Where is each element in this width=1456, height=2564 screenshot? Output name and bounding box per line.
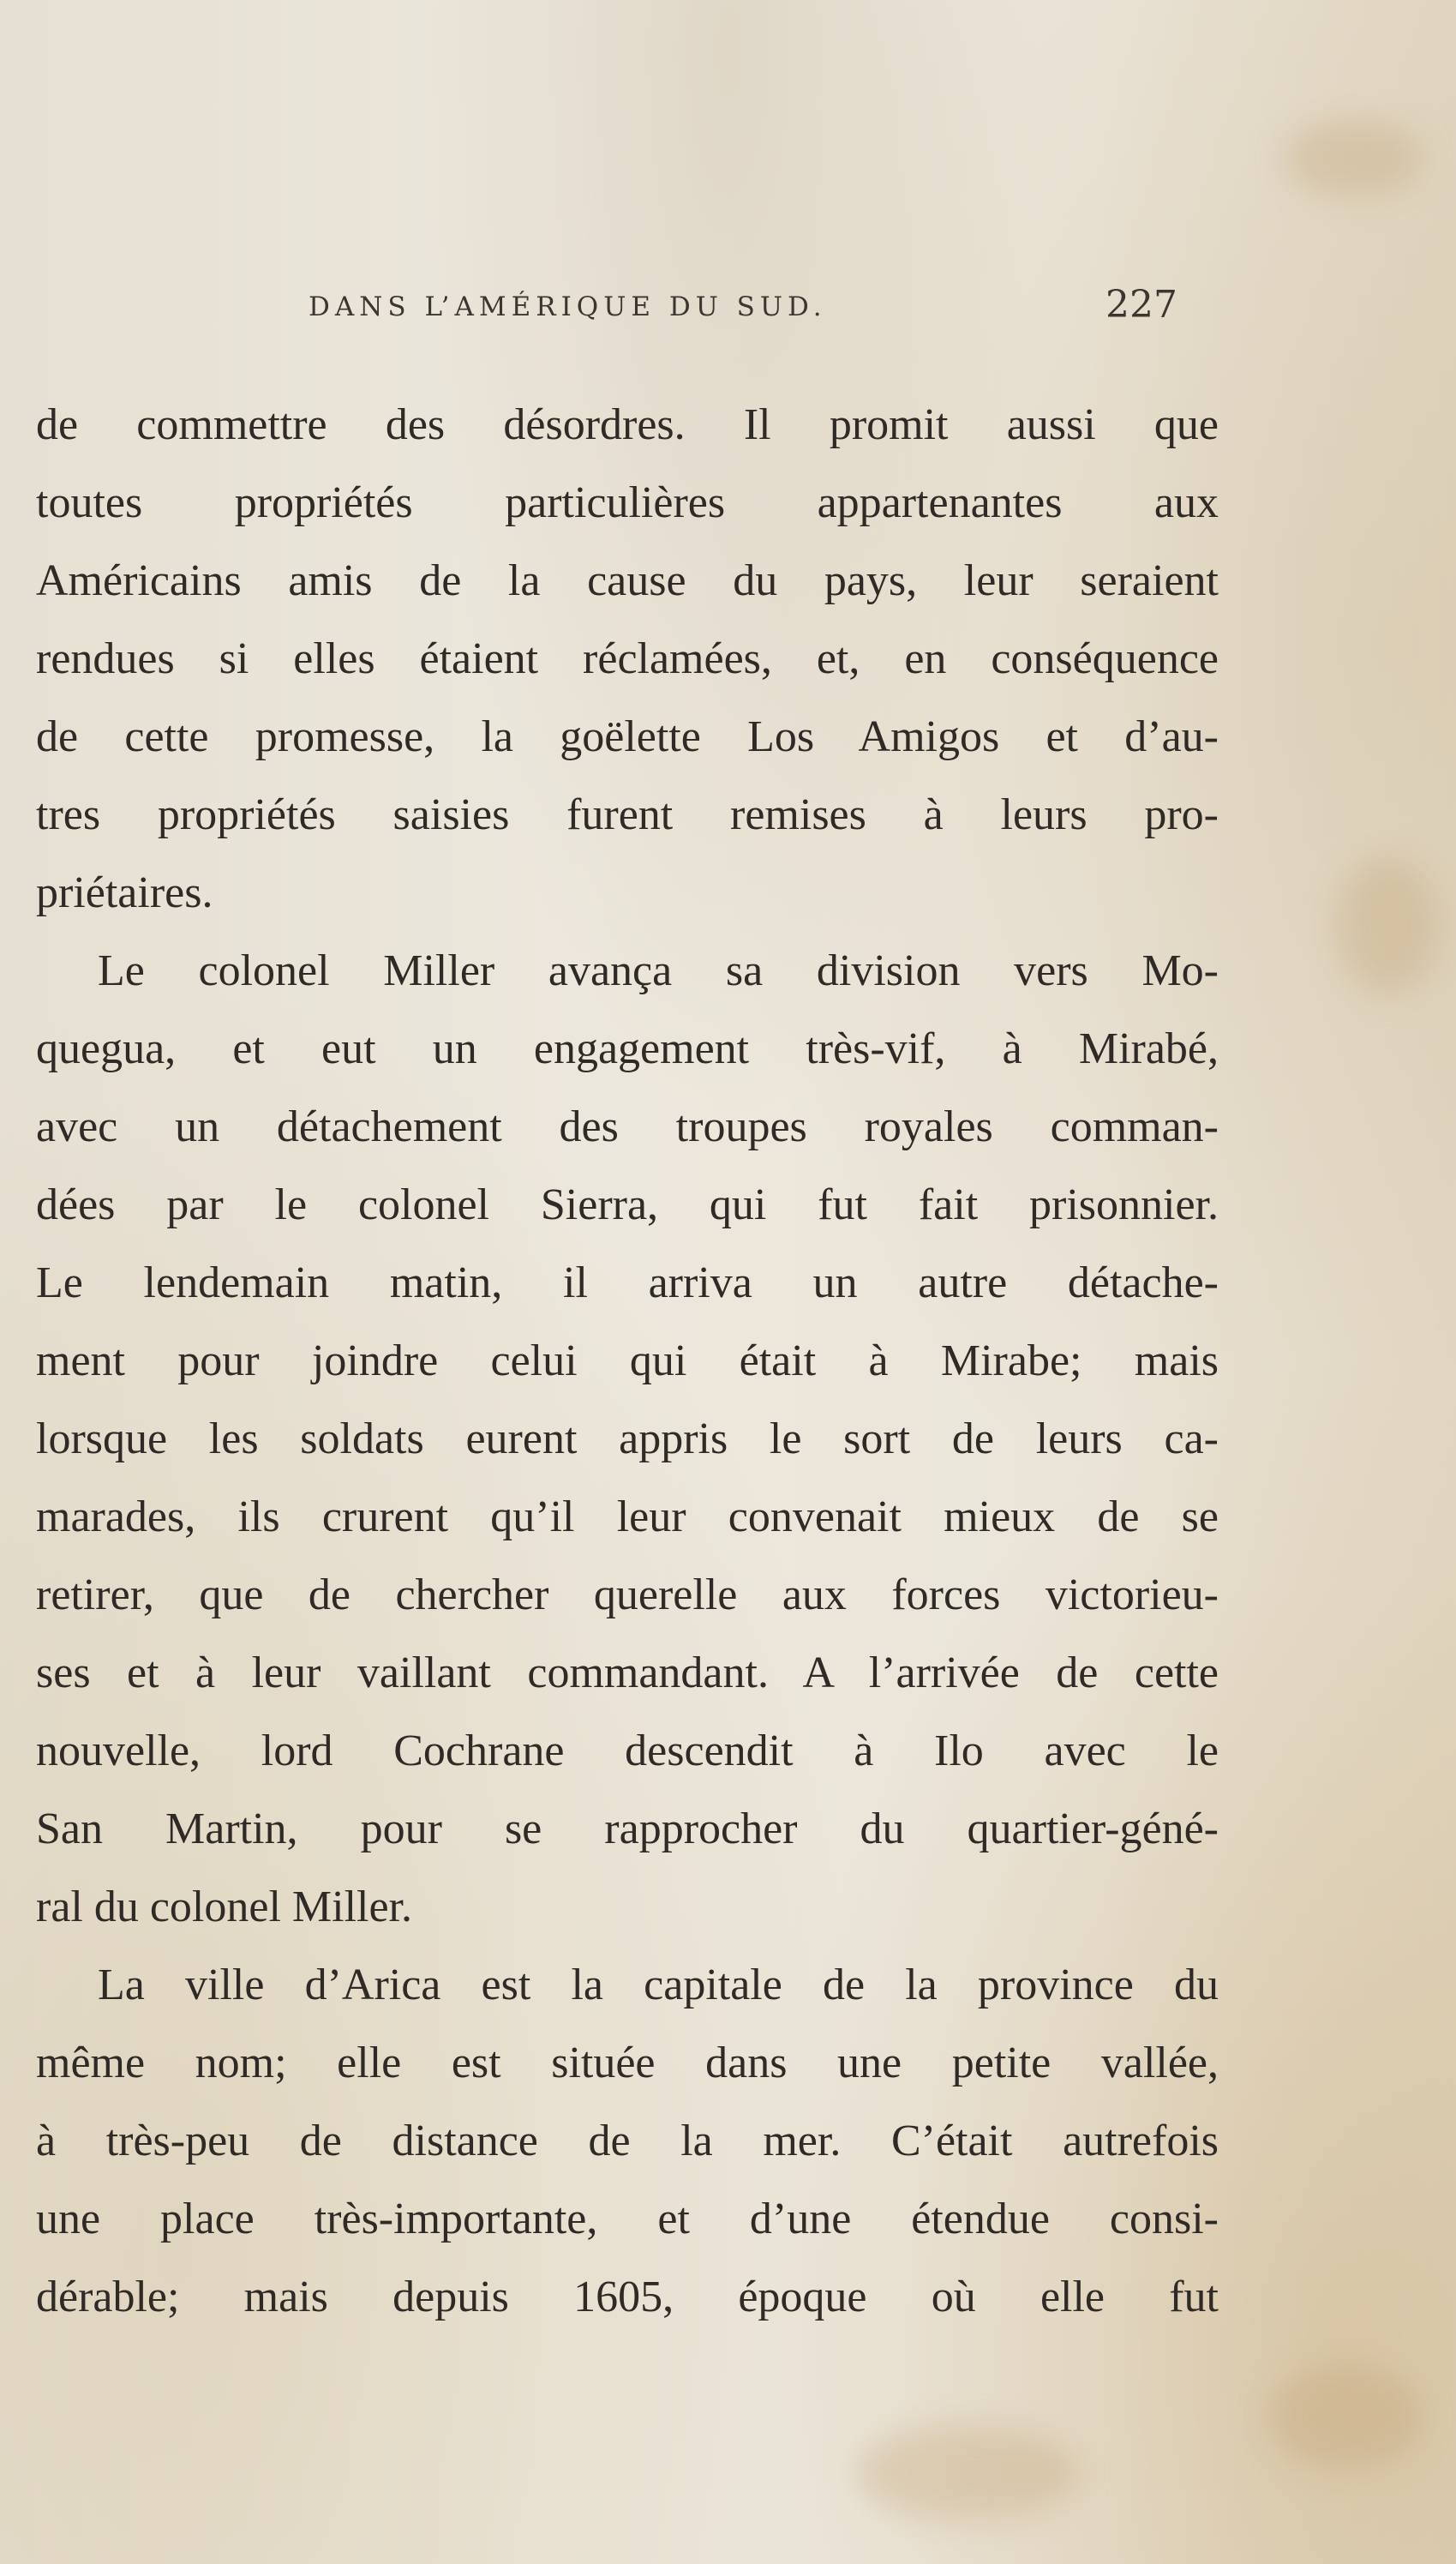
text-line: même nom; elle est située dans une petite vallée, [36,2039,1219,2087]
text-line: une place très-importante, et d’une étendue consi- [36,2195,1219,2243]
text-line: Américains amis de la cause du pays, leur seraient [36,556,1219,605]
text-line: lorsque les soldats eurent appris le sort de leurs ca- [36,1414,1219,1463]
foxing-stain [857,2426,1080,2520]
text-line: ses et à leur vaillant commandant. A l’arrivée de cette [36,1648,1219,1697]
text-line: retirer, que de chercher querelle aux forces victorieu- [36,1570,1219,1619]
text-line: ment pour joindre celui qui était à Mirabe; mais [36,1336,1219,1385]
text-line: San Martin, pour se rapprocher du quartier-géné- [36,1804,1219,1853]
text-line: Le lendemain matin, il arriva un autre détache- [36,1258,1219,1307]
running-head: DANS L’AMÉRIQUE DU SUD. [309,291,827,322]
text-line: toutes propriétés particulières appartenantes aux [36,478,1219,527]
text-line: quegua, et eut un engagement très-vif, à Mirabé, [36,1024,1219,1073]
text-line: Le colonel Miller avança sa division vers Mo- [98,946,1219,995]
foxing-stain [1285,120,1423,197]
text-line: dérable; mais depuis 1605, époque où elle fut [36,2273,1219,2321]
foxing-stain [1337,857,1440,994]
text-line: de commettre des désordres. Il promit aussi que [36,400,1219,449]
text-line: ral du colonel Miller. [36,1882,413,1931]
text-line: avec un détachement des troupes royales comman- [36,1102,1219,1151]
page-number: 227 [1105,283,1177,327]
text-line: tres propriétés saisies furent remises à leurs pro- [36,790,1219,839]
text-line: priétaires. [36,868,213,917]
foxing-stain [1268,2366,1423,2469]
body-text [36,386,1219,2336]
text-line: de cette promesse, la goëlette Los Amigos et d’au- [36,712,1219,761]
text-line: marades, ils crurent qu’il leur convenait mieux de se [36,1492,1219,1541]
text-line: dées par le colonel Sierra, qui fut fait prisonnier. [36,1180,1219,1229]
text-line: nouvelle, lord Cochrane descendit à Ilo avec le [36,1726,1219,1775]
text-line: La ville d’Arica est la capitale de la province du [98,1961,1219,2009]
text-line: à très-peu de distance de la mer. C’était autrefois [36,2117,1219,2165]
text-line: rendues si elles étaient réclamées, et, en conséquence [36,634,1219,683]
